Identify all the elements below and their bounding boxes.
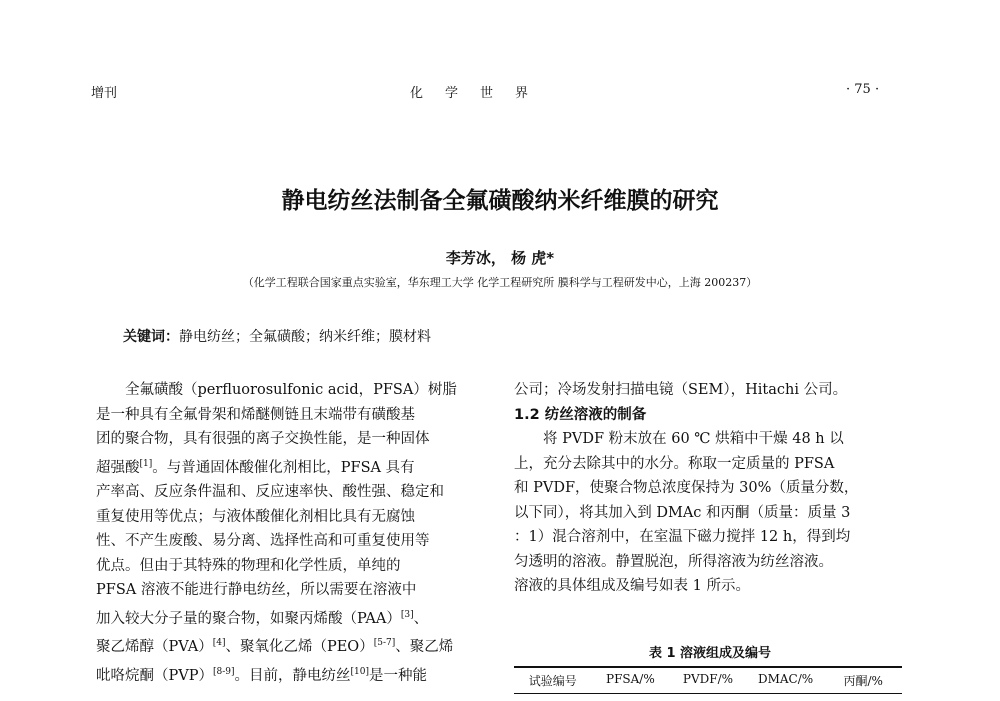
table-header-cell: PFSA/% <box>606 672 655 686</box>
text-segment: 聚乙烯醇（PVA） <box>96 639 213 655</box>
table-caption: 表 1 溶液组成及编号 <box>648 646 772 661</box>
text-segment: 。与普通固体酸催化剂相比，PFSA 具有 <box>152 459 415 476</box>
text-segment: 、 <box>413 610 429 627</box>
authors: 李芳冰， 杨 虎* <box>445 249 555 267</box>
text-line: 公司；冷场发射扫描电镜（SEM），Hitachi 公司。 <box>514 382 848 398</box>
citation-ref: [1] <box>139 458 153 469</box>
text-line: 优点。但由于其特殊的物理和化学性质，单纯的 <box>96 557 401 574</box>
table-header-cell: 试验编号 <box>528 674 577 688</box>
citation-ref: [10] <box>350 666 369 677</box>
text-line: 重复使用等优点；与液体酸催化剂相比具有无腐蚀 <box>96 508 415 525</box>
left-column <box>96 378 496 688</box>
keywords-label: 关键词： <box>123 329 179 345</box>
text-segment: 吡咯烷酮（PVP） <box>96 667 213 684</box>
text-line: 是一种具有全氟骨架和烯醚侧链且末端带有磺酸基 <box>96 406 415 423</box>
text-line <box>96 452 496 481</box>
text-segment: 超强酸 <box>96 459 140 476</box>
citation-ref: [4] <box>212 638 226 648</box>
keywords-text: 静电纺丝；全氟磺酸；纳米纤维；膜材料 <box>179 329 431 345</box>
text-segment: 、聚氧化乙烯（PEO） <box>225 639 374 655</box>
text-line: 以下同），将其加入到 DMAc 和丙酮（质量：质量 3 <box>514 504 851 521</box>
text-line: 溶液的具体组成及编号如表 1 所示。 <box>514 578 750 594</box>
text-line: PFSA 溶液不能进行静电纺丝，所以需要在溶液中 <box>96 582 417 598</box>
text-line: 性、不产生废酸、易分离、选择性高和可重复使用等 <box>96 533 430 549</box>
text-line: 和 PVDF，使聚合物总浓度保持为 30%（质量分数， <box>514 480 859 496</box>
text-line <box>96 603 496 632</box>
running-header-left: 增刊 <box>91 86 118 101</box>
text-segment: 、聚乙烯 <box>395 639 454 655</box>
text-line: 上，充分去除其中的水分。称取一定质量的 PFSA <box>514 455 835 472</box>
text-line <box>96 631 496 660</box>
journal-name: 化学世界 <box>410 86 551 101</box>
text-segment: 加入较大分子量的聚合物，如聚丙烯酸（PAA） <box>96 610 401 627</box>
text-line: ：1）混合溶剂中，在室温下磁力搅拌 12 h，得到均 <box>514 529 851 545</box>
table-header-rule <box>514 693 902 694</box>
keywords <box>123 326 431 346</box>
citation-ref: [5-7] <box>373 638 396 648</box>
text-line: 匀透明的溶液。静置脱泡，所得溶液为纺丝溶液。 <box>514 553 833 570</box>
text-line: 全氟磺酸（perfluorosulfonic acid，PFSA）树脂 <box>125 382 457 398</box>
table-header-cell: PVDF/% <box>682 672 734 686</box>
text-line <box>96 660 496 689</box>
section-heading: 1.2 纺丝溶液的制备 <box>514 406 647 423</box>
table-header-row <box>514 672 902 689</box>
text-segment: 。目前，静电纺丝 <box>234 667 351 684</box>
table-header-cell: 丙酮/% <box>843 674 883 688</box>
page-number: · 75 · <box>846 82 880 97</box>
citation-ref: [8-9] <box>212 666 235 677</box>
text-line: 将 PVDF 粉末放在 60 ℃ 烘箱中干燥 48 h 以 <box>543 431 844 447</box>
text-line: 产率高、反应条件温和、反应速率快、酸性强、稳定和 <box>96 484 444 500</box>
text-line: 团的聚合物，具有很强的离子交换性能，是一种固体 <box>96 431 430 447</box>
table-top-rule <box>514 666 902 668</box>
table-header-cell: DMAC/% <box>757 672 814 686</box>
text-segment: 是一种能 <box>368 667 427 684</box>
affiliation: （化学工程联合国家重点实验室，华东理工大学 化学工程研究所 膜科学与工程研发中心，上海 200237） <box>242 276 758 289</box>
right-column <box>514 378 906 599</box>
citation-ref: [3] <box>400 609 414 620</box>
article-title: 静电纺丝法制备全氟磺酸纳米纤维膜的研究 <box>281 188 719 214</box>
